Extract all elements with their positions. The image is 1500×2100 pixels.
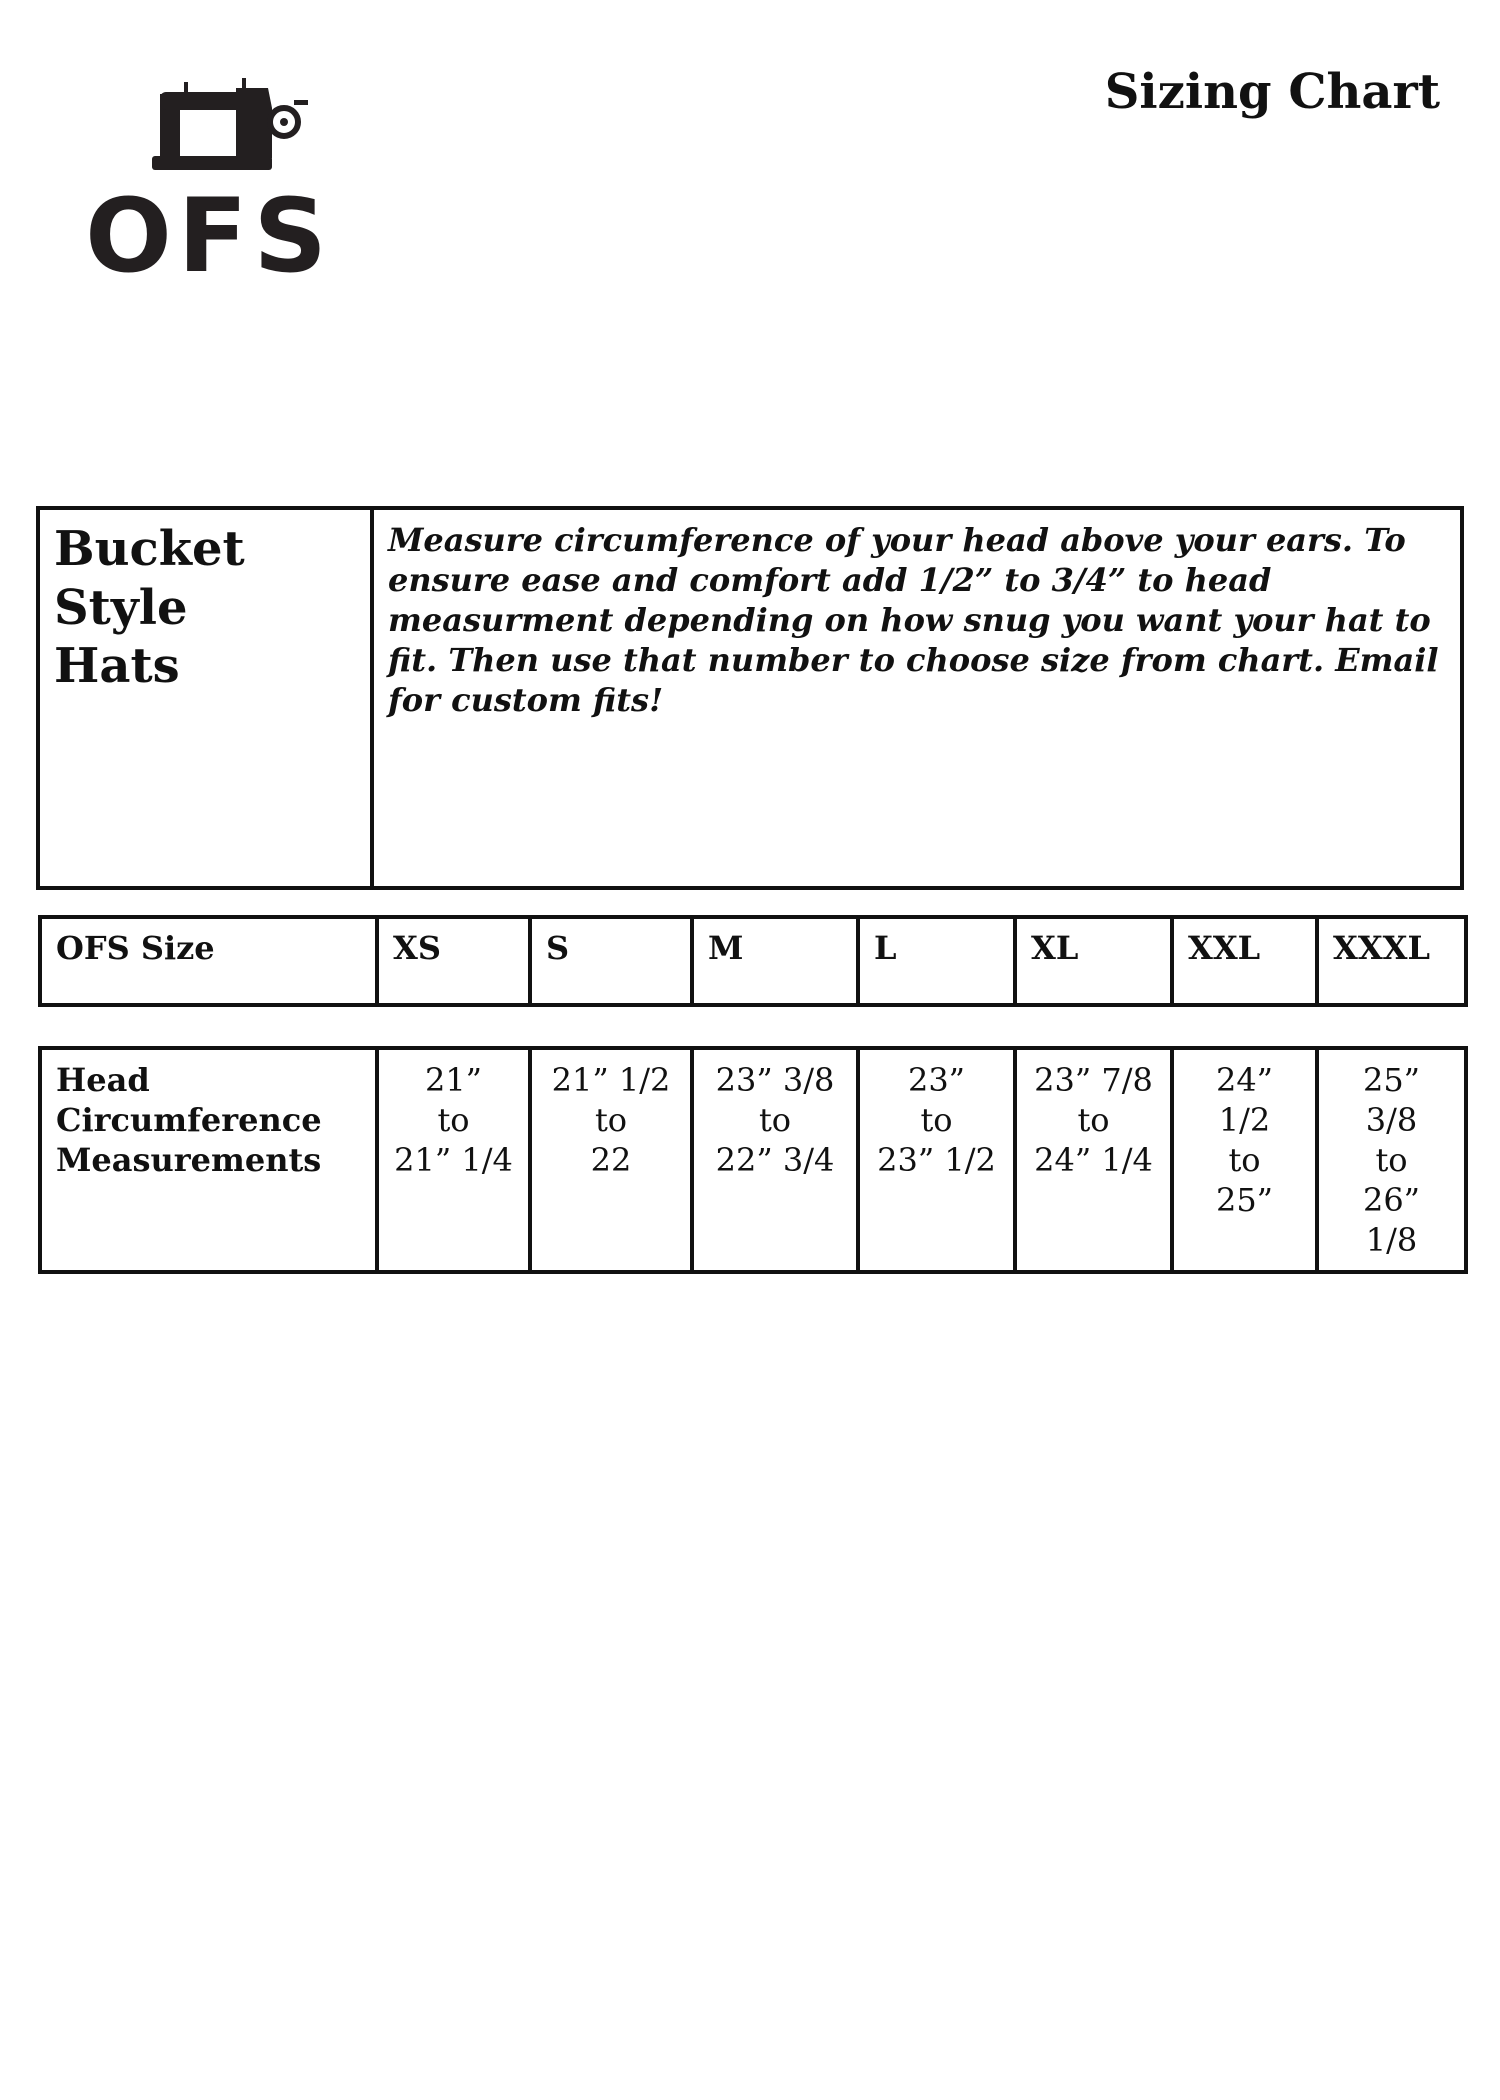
measurement-table [38,1046,1468,1274]
range-start: 23” [907,1061,966,1099]
measurement-cell [1317,1048,1466,1272]
size-label: OFS Size [40,917,377,1005]
range-to: to [920,1101,953,1139]
range-to: to [594,1101,628,1139]
range-start: 25” 3/8 [1362,1061,1421,1139]
sewing-machine-icon [64,78,354,188]
range-start: 21” 1/2 [551,1061,671,1099]
measurement-cell [377,1048,530,1272]
label-line: Measurements [56,1141,322,1179]
size-row [40,917,1466,1005]
range-end: 26” 1/8 [1362,1181,1421,1259]
range-end: 23” 1/2 [877,1141,996,1179]
range-end: 22” 3/4 [715,1141,835,1179]
info-box [36,506,1464,890]
measuring-instructions: Measure circumference of your head above your ears. To ensure ease and comfort add 1/2” to 3/4” to head measurment depending on how snug you want your hat to fit. Then use that number to choose size from chart. Email for custom fits! [388,521,1439,719]
range-start: 21” [424,1061,483,1099]
size-cell: L [858,917,1015,1005]
range-end: 24” 1/4 [1034,1141,1153,1179]
measurement-cell [1015,1048,1172,1272]
measurement-cell [692,1048,858,1272]
size-cell: XL [1015,917,1172,1005]
range-end: 22 [590,1141,632,1179]
label-line: Head [56,1061,150,1099]
size-cell: XS [377,917,530,1005]
measurement-cell [858,1048,1015,1272]
range-to: to [1375,1141,1408,1179]
measurement-cell [530,1048,692,1272]
size-cell: XXL [1172,917,1317,1005]
product-title [40,510,374,886]
range-end: 25” [1215,1181,1274,1219]
range-start: 24” 1/2 [1215,1061,1274,1139]
range-to: to [1228,1141,1261,1179]
range-to: to [1077,1101,1110,1139]
size-table [38,915,1468,1007]
range-start: 23” 7/8 [1034,1061,1153,1099]
ofs-logo [64,78,354,296]
range-start: 23” 3/8 [715,1061,835,1099]
logo-text: OFS [85,177,333,296]
page-title: Sizing Chart [1104,64,1440,120]
size-cell: M [692,917,858,1005]
measurement-row [40,1048,1466,1272]
label-line: Circumference [56,1101,322,1139]
measurement-cell [1172,1048,1317,1272]
range-end: 21” 1/4 [394,1141,513,1179]
range-to: to [758,1101,792,1139]
range-to: to [437,1101,470,1139]
measurement-label [40,1048,377,1272]
product-title-line: Hats [54,638,180,695]
size-cell: S [530,917,692,1005]
size-cell: XXXL [1317,917,1466,1005]
product-title-line: Bucket Style [54,521,245,636]
